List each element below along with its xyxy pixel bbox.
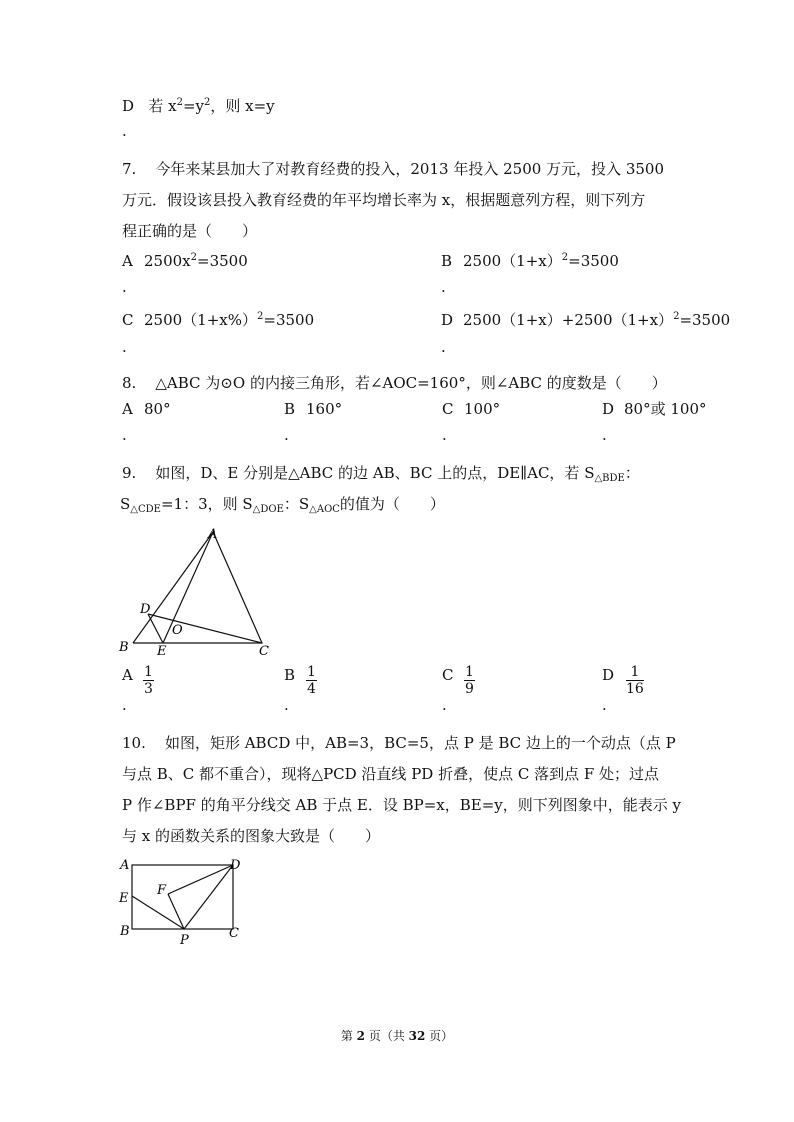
footer-text: 页（共	[365, 1029, 409, 1043]
option-label: D	[441, 311, 454, 329]
question-text: 如图，D、E 分别是△ABC 的边 AB、BC 上的点，DE∥AC，若 S	[155, 464, 595, 482]
option-text: 2500（1+x%）	[144, 311, 257, 329]
superscript: 2	[204, 97, 211, 108]
label-e: E	[119, 891, 129, 906]
option-d[interactable]	[441, 310, 730, 330]
option-text: =3500	[568, 252, 619, 270]
option-label: D	[122, 97, 135, 115]
segment-ae	[163, 532, 213, 643]
option-dot: .	[122, 122, 127, 140]
subscript: △DOE	[252, 504, 284, 515]
option-d[interactable]	[602, 665, 624, 685]
option-text: =y	[182, 97, 204, 115]
option-dot: .	[122, 338, 127, 356]
subscript: △BDE	[594, 473, 625, 484]
subscript: △AOC	[309, 504, 340, 515]
option-dot: .	[441, 278, 446, 296]
label-d: D	[230, 858, 241, 873]
label-p: P	[180, 933, 189, 948]
question-text: △ABC 为⊙O 的内接三角形，若∠AOC=160°，则∠ABC 的度数是（ ）	[155, 374, 667, 392]
option-text: =3500	[263, 311, 315, 329]
label-e: E	[157, 644, 167, 659]
label-d: D	[140, 602, 151, 617]
option-dot: .	[122, 696, 127, 714]
option-label: B	[284, 666, 296, 684]
option-a[interactable]	[122, 251, 248, 271]
option-text: =3500	[679, 311, 731, 329]
option-label: A	[122, 252, 133, 270]
option-dot: .	[602, 426, 607, 444]
question-text-line: 与点 B、C 都不重合），现将△PCD 沿直线 PD 折叠，使点 C 落到点 F 处；过点	[122, 765, 660, 783]
segment-de	[148, 614, 163, 643]
option-label: D	[602, 400, 615, 418]
question-text: ：S	[283, 495, 310, 513]
option-text: 80°或 100°	[624, 400, 707, 418]
superscript: 2	[257, 311, 264, 322]
option-a[interactable]	[122, 665, 144, 685]
triangle-figure	[112, 524, 282, 660]
option-label: B	[441, 252, 453, 270]
q6-option-d	[122, 96, 275, 116]
question-text: =1：3，则 S	[160, 495, 253, 513]
label-c: C	[229, 926, 239, 941]
option-b[interactable]	[284, 665, 306, 685]
question-text: S	[120, 495, 131, 513]
subscript: △CDE	[130, 504, 161, 515]
question-text-line: 程正确的是（ ）	[122, 222, 258, 240]
fraction	[306, 664, 317, 697]
denominator: 9	[465, 681, 474, 697]
question-text-line: 如图，矩形 ABCD 中，AB=3，BC=5，点 P 是 BC 边上的一个动点（点 P	[164, 734, 676, 752]
label-b: B	[120, 924, 130, 939]
question-text-line: P 作∠BPF 的角平分线交 AB 于点 E．设 BP=x，BE=y，则下列图象中，能表示 y	[122, 796, 682, 814]
fraction	[143, 664, 154, 697]
option-text: 160°	[306, 400, 343, 418]
option-dot: .	[602, 696, 607, 714]
question-text: 的值为（ ）	[339, 495, 445, 513]
fraction	[464, 664, 475, 697]
question-text-line: 与 x 的函数关系的图象大致是（ ）	[122, 827, 380, 845]
numerator: 1	[626, 664, 644, 681]
rectangle-figure	[112, 852, 252, 948]
label-o: O	[172, 623, 183, 638]
page-footer	[0, 1027, 794, 1044]
option-text: 若 x	[148, 97, 177, 115]
numerator: 1	[465, 664, 474, 680]
page-total: 32	[408, 1029, 426, 1043]
option-text: ，则 x=y	[210, 97, 275, 115]
option-label: C	[442, 666, 454, 684]
option-label: A	[122, 400, 133, 418]
option-label: B	[284, 400, 296, 418]
denominator: 16	[626, 681, 644, 697]
question-text-line: 万元．假设该县投入教育经费的年平均增长率为 x，根据题意列方程，则下列方	[122, 191, 646, 209]
option-label: D	[602, 666, 615, 684]
option-label: C	[122, 311, 134, 329]
option-text: 100°	[464, 400, 501, 418]
question-number: 8.	[122, 374, 137, 392]
label-a: A	[208, 527, 218, 542]
label-b: B	[119, 640, 129, 655]
option-dot: .	[442, 426, 447, 444]
superscript: 2	[190, 252, 198, 263]
fraction	[626, 664, 644, 697]
question-number: 10.	[122, 734, 146, 752]
option-a[interactable]	[122, 399, 171, 419]
page-number: 2	[356, 1029, 365, 1043]
option-dot: .	[284, 426, 289, 444]
option-dot: .	[122, 426, 127, 444]
label-c: C	[259, 644, 269, 659]
option-label: A	[122, 666, 133, 684]
option-label: C	[442, 400, 454, 418]
denominator: 3	[144, 681, 153, 697]
footer-text: 页）	[425, 1029, 454, 1043]
rectangle-abcd-outline	[132, 865, 233, 929]
option-d[interactable]	[602, 399, 707, 419]
label-f: F	[157, 883, 167, 898]
option-dot: .	[441, 338, 446, 356]
numerator: 1	[144, 664, 153, 680]
option-b[interactable]	[284, 399, 342, 419]
option-dot: .	[122, 278, 127, 296]
option-c[interactable]	[442, 665, 464, 685]
question-text-line: 今年来某县加大了对教育经费的投入，2013 年投入 2500 万元，投入 3500	[155, 160, 664, 178]
option-text: =3500	[197, 252, 248, 270]
option-text: 2500（1+x）+2500（1+x）	[463, 311, 674, 329]
option-text: 2500（1+x）	[463, 252, 562, 270]
label-a: A	[120, 858, 130, 873]
option-dot: .	[442, 696, 447, 714]
option-c[interactable]	[442, 399, 500, 419]
superscript: 2	[561, 252, 569, 263]
segment-pd	[184, 865, 233, 929]
option-text: 80°	[144, 400, 171, 418]
denominator: 4	[307, 681, 316, 697]
option-b[interactable]	[441, 251, 619, 271]
numerator: 1	[307, 664, 316, 680]
option-c[interactable]	[122, 310, 314, 330]
segment-fd	[168, 865, 233, 894]
question-number: 9.	[122, 464, 137, 482]
option-text: 2500x	[144, 252, 191, 270]
superscript: 2	[176, 97, 183, 108]
question-number: 7.	[122, 160, 137, 178]
footer-text: 第	[340, 1029, 357, 1043]
option-dot: .	[284, 696, 289, 714]
superscript: 2	[673, 311, 680, 322]
question-text: ：	[624, 464, 640, 482]
